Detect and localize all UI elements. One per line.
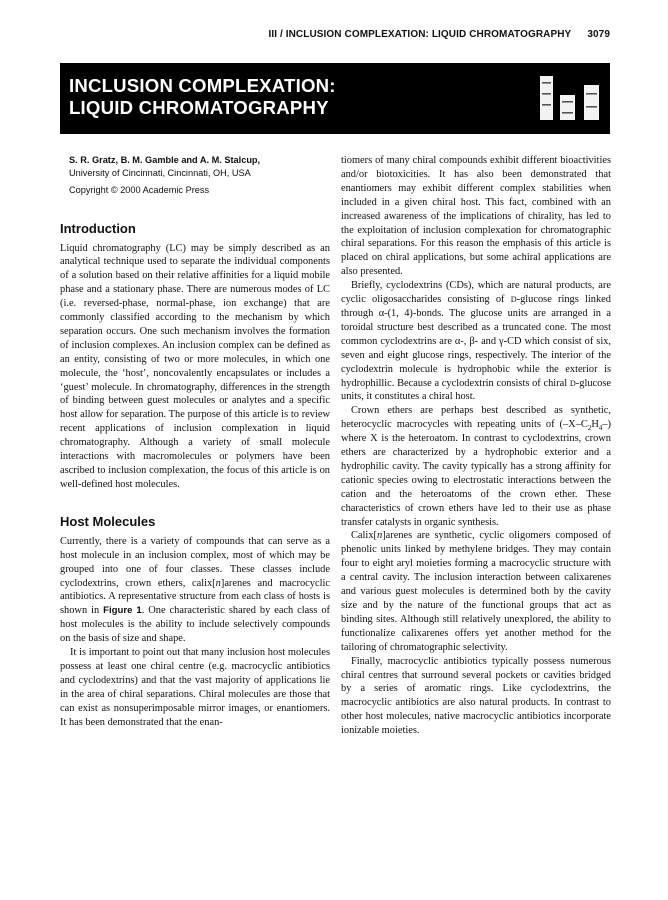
text-run: Currently, there is a variety of compounds that can serve as a host molecule in an inclusion complex, most of which may be grouped into one of four classes. These classes include cyclodextrins, crown ethers, calix[ — [60, 535, 330, 589]
introduction-paragraph: Liquid chromatography (LC) may be simply described as an analytical technique used to separate the individual components of a solution based on their relative affinities for a liquid mobile phase and a stationary phase. There are numerous modes of LC (i.e. reversed-phase, normal-phase, ion exchange) that are commonly classified according to the mechanism by which separation occurs. One such mechanism involves the formation of inclusion complexes. An inclusion complex can be defined as an entity, consisting of two or more molecules, in which one molecule, the ‘host’, noncovalently encapsulates or includes a ‘guest’ molecule. In chromatography, differences in the strength of binding between guest molecules or analytes and a specific host allow for separation. The purpose of this article is to review recent applications of inclusion complexation in liquid chromatography. Although a variety of small molecule interactions with macromolecules or polymers have been ascribed to inclusion complexation, the focus of this article is on well-defined host molecules. — [60, 242, 330, 490]
text-run: Calix[ — [351, 530, 377, 542]
page-number: 3079 — [587, 29, 610, 40]
figure-1-reference[interactable]: Figure 1 — [103, 605, 142, 617]
macrocyclic-antibiotics-paragraph: Finally, macrocyclic antibiotics typically possess numerous chiral centres that surround several pockets or cavities bridged by a series of aromatic rings. Like cyclodextrins, the macrocyclic antibiotics are also natural products. In contrast to other host molecules, native macrocyclic antibiotics incorporate ionizable moieties. — [341, 655, 611, 737]
text-run: -glucose rings linked through α-(1, 4)-bonds. The glucose units are arranged in a toroidal structure best described as a truncated cone. The most common cyclodextrins are α-, β- and γ-CD which consist of six, seven and eight glucose rings, respectively. The interior of the cyclodextrin molecule is hydrophobic while the exterior is hydrophillic. Because a cyclodextrin consists of chiral — [341, 294, 611, 389]
text-run: . One characteristic shared by each class of host molecules is the ability to include selectively compounds on the basis of size and shape. — [60, 605, 330, 645]
small-caps-d: D — [510, 295, 517, 305]
right-column — [341, 154, 611, 738]
text-run: ]arenes and macrocyclic antibiotics. A representative structure from each class of hosts is shown in — [60, 577, 330, 617]
running-title: III / INCLUSION COMPLEXATION: LIQUID CHROMATOGRAPHY — [268, 29, 572, 40]
host-molecules-paragraph-1 — [60, 535, 330, 646]
subscript: 4 — [598, 424, 603, 433]
title-line-2: LIQUID CHROMATOGRAPHY — [69, 97, 329, 118]
author-block — [60, 154, 330, 197]
title-line-1: INCLUSION COMPLEXATION: — [69, 75, 336, 96]
calixarene-paragraph — [341, 529, 611, 654]
subscript: 2 — [587, 424, 592, 433]
left-column — [60, 154, 330, 730]
text-run: ]arenes are synthetic, cyclic oligomers composed of phenolic units linked by methylene bridges. They may contain four to eight aryl moieties forming a macrocyclic structure with a central cavity. The inclusion interaction between calixarenes and various guest molecules is determined both by the cavity size and by the nature of the functional groups that act as binding sites. Although still relatively unexplored, the ability to functionalize calixarenes offers yet another method for the tailoring of chromatographic selectivity. — [341, 530, 611, 653]
cyclodextrin-paragraph — [341, 279, 611, 404]
right-paragraph-1: tiomers of many chiral compounds exhibit different bioactivities and/or biotoxicities. It has also been demonstrated that enantiomers may exhibit different complex stabilities when included in a given chiral host. This fact, combined with an increased awareness of the implications of chirality, has led to the exploitation of inclusion complexation for chromatographic chiral separations. For this reason the emphasis of this article is placed on chiral applications, but some achiral applications are also presented. — [341, 155, 611, 278]
running-head — [268, 29, 610, 40]
text-run: –) where X is the heteroatom. In contrast to cyclodextrins, crown ethers are characterized by a hydrophobic exterior and a hydrophilic cavity. The cavity typically has a strong affinity for cationic species owing to electrostatic interactions between the cation and the heteroatoms of the crown ether. These characteristics of crown ethers have led to their use as phase transfer catalysts in organic synthesis. — [341, 419, 611, 528]
host-molecules-paragraph-2: It is important to point out that many inclusion host molecules possess at least one chiral centre (e.g. macrocyclic antibiotics and cyclodextrins) and that the vast majority of applications lie in the area of chiral separations. Chiral molecules are those that can exist as nonsuperimposable mirror images, or enantiomers. It has been demonstrated that the enan- — [60, 647, 330, 728]
author-names: S. R. Gratz, B. M. Gamble and A. M. Stalcup, — [69, 155, 261, 165]
text-run: H — [591, 419, 599, 431]
section-logo-icon — [534, 71, 604, 125]
small-caps-d: D — [569, 378, 576, 388]
text-run: Briefly, cyclodextrins (CDs), which are natural products, are cyclic oligosaccharides consisting of — [341, 280, 611, 306]
title-banner — [60, 63, 610, 134]
host-molecules-heading: Host Molecules — [60, 513, 156, 529]
crown-ether-paragraph — [341, 404, 611, 529]
italic-n: n — [376, 530, 383, 542]
text-run: Crown ethers are perhaps best described as synthetic, heterocyclic macrocycles with repeating units of (–X–C — [341, 405, 611, 431]
article-title — [69, 75, 336, 119]
text-run: -glucose units, it constitutes a chiral host. — [341, 377, 611, 403]
italic-n: n — [215, 577, 221, 589]
author-affiliation: University of Cincinnati, Cincinnati, OH, USA — [69, 167, 251, 178]
copyright-notice: Copyright © 2000 Academic Press — [69, 185, 210, 195]
introduction-heading: Introduction — [60, 220, 136, 236]
